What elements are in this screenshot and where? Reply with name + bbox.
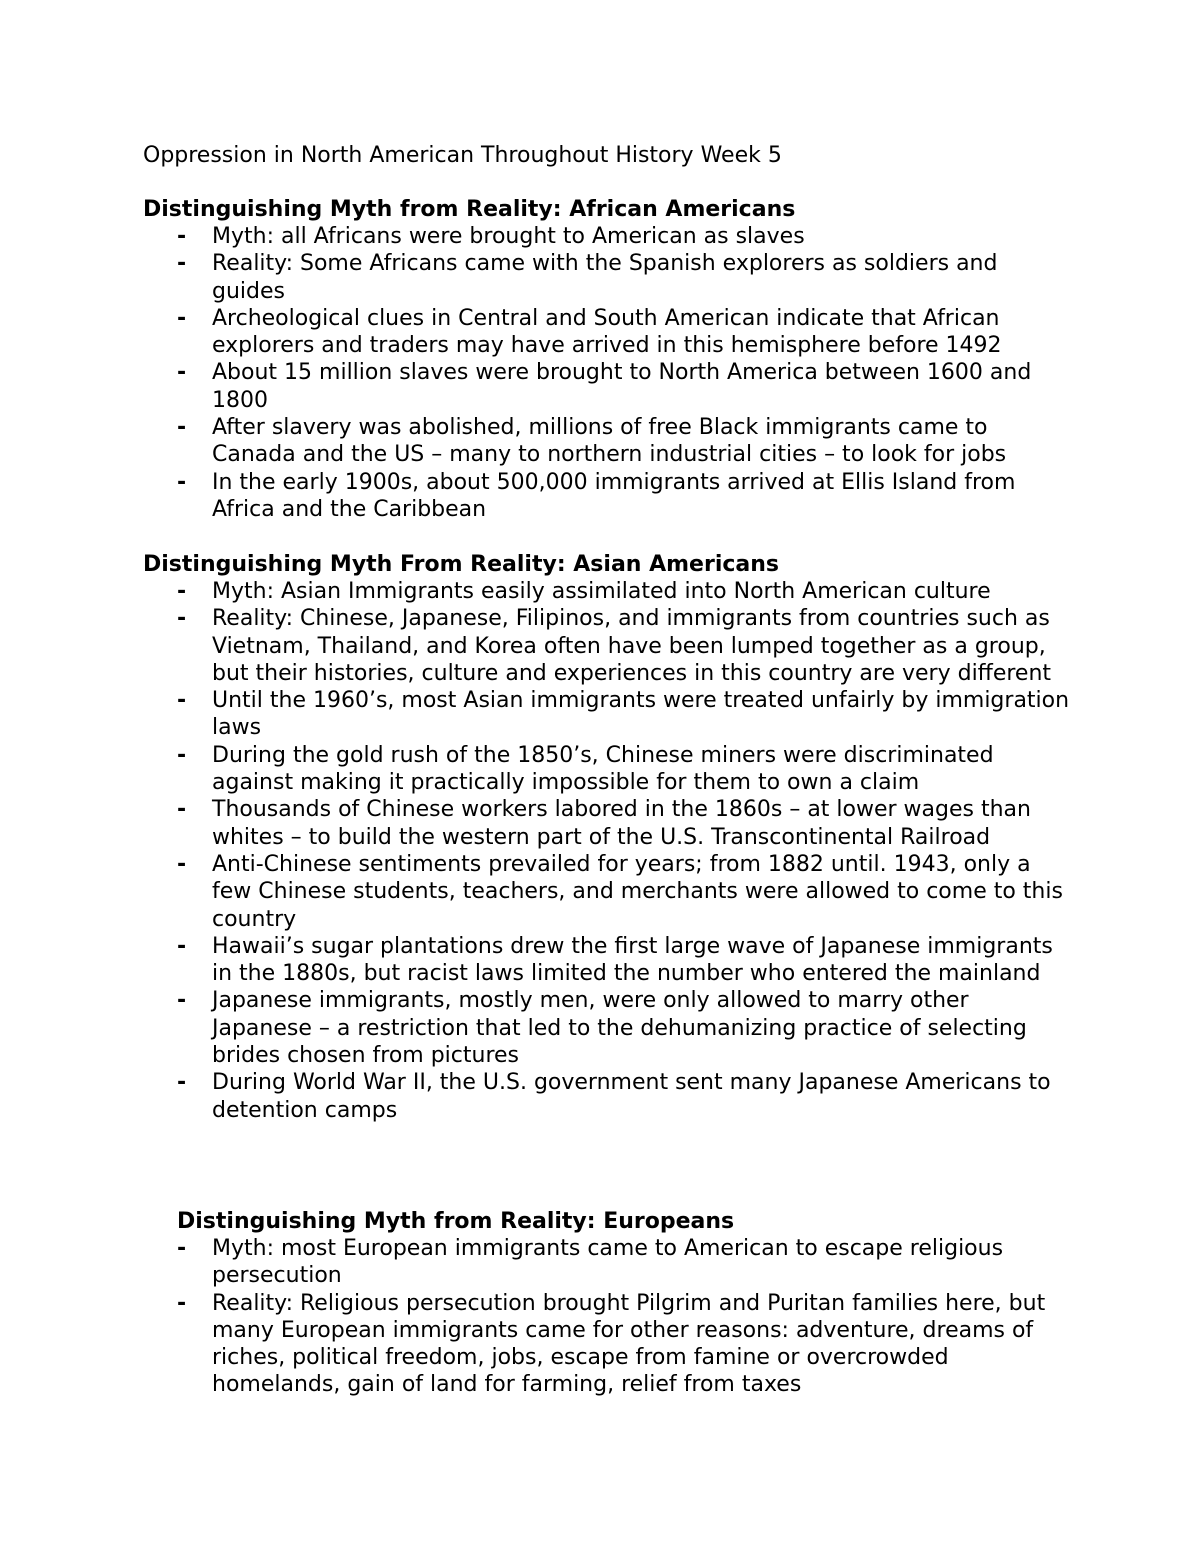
section-heading: Distinguishing Myth from Reality: Europeans [177, 1209, 735, 1234]
list-item-text: Archeological clues in Central and South American indicate that African explorers and traders may have arrived in this hemisphere before 1492 [212, 305, 1002, 359]
list-item [143, 742, 1073, 797]
list-item-text: After slavery was abolished, millions of free Black immigrants came to Canada and the US – many to northern industrial cities – to look for jobs [212, 415, 1007, 468]
bullet-dash: - [177, 851, 187, 877]
list-item [143, 469, 1073, 524]
list-item-text: Myth: Asian Immigrants easily assimilated into North American culture [212, 579, 991, 604]
bullet-dash: - [177, 742, 187, 768]
list-item [143, 414, 1073, 469]
list-item-text: About 15 million slaves were brought to North America between 1600 and 1800 [212, 360, 1032, 413]
list-item-text: Reality: Religious persecution brought Pilgrim and Puritan families here, but many European immigrants came for other reasons: adventure, dreams of riches, political freedom, jobs, escape from famine or overcrowded homelands, gain of land for farming, relief from taxes [212, 1290, 1046, 1398]
list-item-text: In the early 1900s, about 500,000 immigrants arrived at Ellis Island from Africa and the Caribbean [212, 469, 1016, 522]
list-item [143, 223, 1073, 250]
list-item-text: Reality: Chinese, Japanese, Filipinos, and immigrants from countries such as Vietnam, Thailand, and Korea often have been lumped together as a group, but their histories, culture and experiences in this country are very different [212, 606, 1052, 686]
bullet-dash: - [177, 797, 187, 823]
list-item [143, 851, 1073, 933]
list-item [143, 1069, 1073, 1124]
bullet-dash: - [177, 1070, 187, 1096]
bullet-dash: - [177, 305, 187, 331]
section-heading: Distinguishing Myth from Reality: African Americans [143, 197, 796, 222]
section-asian-americans [143, 551, 1073, 1124]
list-item-text: Until the 1960’s, most Asian immigrants were treated unfairly by immigration laws [212, 688, 1070, 741]
list-item [143, 796, 1073, 851]
bullet-dash: - [177, 415, 187, 441]
list-item [143, 250, 1073, 305]
list-item [143, 933, 1073, 988]
bullet-dash: - [177, 251, 187, 277]
section-heading: Distinguishing Myth From Reality: Asian Americans [143, 552, 780, 577]
list-item [143, 687, 1073, 742]
list-item [143, 359, 1073, 414]
bullet-dash: - [177, 933, 187, 959]
bullet-dash: - [177, 224, 187, 249]
list-item-text: Myth: most European immigrants came to American to escape religious persecution [212, 1236, 1004, 1289]
list-item-text: Hawaii’s sugar plantations drew the first large wave of Japanese immigrants in the 1880s, but racist laws limited the number who entered the mainland [212, 933, 1053, 987]
list-item-text: Thousands of Chinese workers labored in the 1860s – at lower wages than whites – to build the western part of the U.S. Transcontinental Railroad [212, 797, 1031, 850]
list-item-text: During World War II, the U.S. government sent many Japanese Americans to detention camps [212, 1070, 1051, 1123]
list-item [143, 605, 1073, 687]
bullet-dash: - [177, 579, 187, 604]
list-item [143, 1290, 1073, 1399]
list-item [143, 987, 1073, 1069]
bullet-dash: - [177, 606, 187, 632]
list-item-text: Anti-Chinese sentiments prevailed for years; from 1882 until. 1943, only a few Chinese students, teachers, and merchants were allowed to come to this country [212, 851, 1063, 932]
bullet-list [143, 578, 1073, 1124]
bullet-dash: - [177, 688, 187, 714]
bullet-dash: - [177, 988, 187, 1014]
bullet-dash: - [177, 469, 187, 495]
list-item-text: During the gold rush of the 1850’s, Chinese miners were discriminated against making it practically impossible for them to own a claim [212, 742, 994, 796]
bullet-dash: - [177, 1290, 187, 1316]
bullet-dash: - [177, 1236, 187, 1261]
bullet-list [143, 1235, 1073, 1399]
list-item-text: Myth: all Africans were brought to American as slaves [212, 224, 805, 249]
document-title: Oppression in North American Throughout History Week 5 [143, 143, 782, 168]
bullet-list [143, 223, 1073, 523]
list-item-text: Reality: Some Africans came with the Spanish explorers as soldiers and guides [212, 251, 998, 304]
list-item [143, 1235, 1073, 1290]
list-item [143, 578, 1073, 605]
section-europeans [143, 1208, 1073, 1399]
list-item [143, 305, 1073, 360]
list-item-text: Japanese immigrants, mostly men, were only allowed to marry other Japanese – a restriction that led to the dehumanizing practice of selecting brides chosen from pictures [212, 988, 1027, 1069]
section-african-americans [143, 196, 1073, 523]
bullet-dash: - [177, 360, 187, 386]
